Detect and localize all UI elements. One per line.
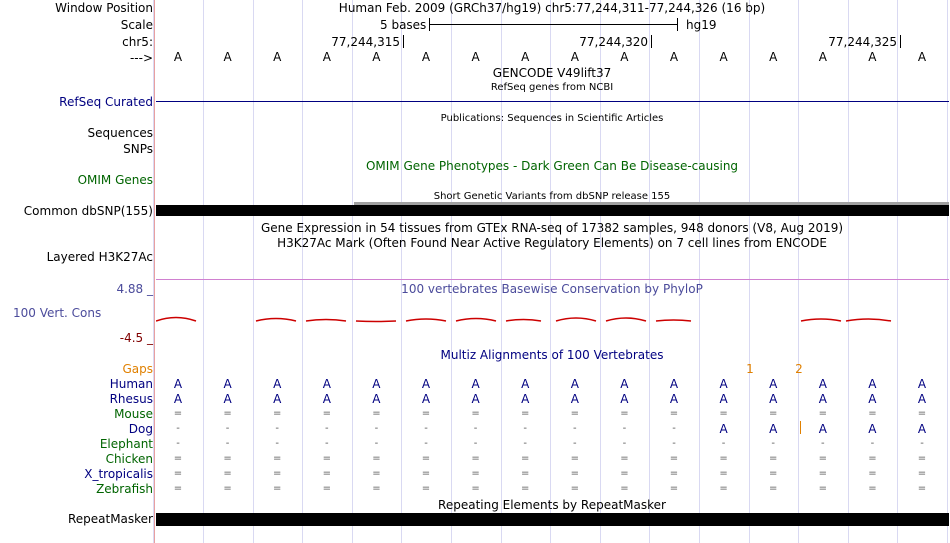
common-dbsnp-label[interactable]: Common dbSNP(155) xyxy=(23,204,153,218)
dbsnp-track-title: Short Genetic Variants from dbSNP release 155 xyxy=(433,191,671,202)
species-base: = xyxy=(669,483,679,494)
species-base: = xyxy=(520,408,530,419)
species-base: = xyxy=(471,483,480,494)
gaps-label[interactable]: Gaps xyxy=(122,362,153,376)
position-tick-label: 77,244,315 xyxy=(331,35,400,49)
scale-bar xyxy=(429,18,678,31)
position-tick xyxy=(900,35,901,48)
species-base: = xyxy=(173,468,183,479)
species-base: = xyxy=(372,453,381,464)
species-base: = xyxy=(272,483,282,494)
conservation-segment xyxy=(506,320,541,322)
species-base: A xyxy=(669,392,679,406)
gencode-track-title: GENCODE V49lift37 xyxy=(492,66,612,80)
species-base: = xyxy=(421,483,431,494)
species-base: - xyxy=(523,438,527,449)
position-tick-label: 77,244,325 xyxy=(828,35,897,49)
species-base: A xyxy=(223,392,232,406)
species-base: = xyxy=(917,453,927,464)
species-label[interactable]: Elephant xyxy=(99,437,153,451)
species-base: A xyxy=(273,392,282,406)
repeatmasker-track-title: Repeating Elements by RepeatMasker xyxy=(438,498,666,512)
strand-label: ---> xyxy=(129,51,153,65)
species-base: = xyxy=(223,483,232,494)
species-base: = xyxy=(620,468,629,479)
species-base: = xyxy=(768,453,778,464)
window-position-text: Human Feb. 2009 (GRCh37/hg19) chr5:77,244,311-77,244,326 (16 bp) xyxy=(338,1,766,15)
cons-track-title: 100 vertebrates Basewise Conservation by PhyloP xyxy=(401,282,703,296)
species-base: = xyxy=(223,468,232,479)
species-base: = xyxy=(620,408,629,419)
species-base: = xyxy=(868,453,877,464)
scale-bases-text: 5 bases xyxy=(380,18,427,32)
species-base: A xyxy=(372,392,381,406)
species-base: = xyxy=(272,408,282,419)
species-base: A xyxy=(322,377,331,391)
species-base: A xyxy=(421,392,431,406)
species-base: - xyxy=(721,438,726,449)
vert-cons-label[interactable]: 100 Vert. Cons xyxy=(13,306,102,320)
refseq-track-title: RefSeq genes from NCBI xyxy=(490,82,614,93)
species-base: = xyxy=(818,453,827,464)
species-base: = xyxy=(471,468,480,479)
sequence-base: A xyxy=(669,50,679,64)
species-base: A xyxy=(669,377,679,391)
gridline xyxy=(848,0,849,543)
species-base: = xyxy=(669,468,679,479)
sequence-base: A xyxy=(769,50,778,64)
species-base: = xyxy=(520,468,530,479)
conservation-segment xyxy=(606,318,646,321)
gridline xyxy=(749,0,750,543)
species-base: A xyxy=(917,392,927,406)
conservation-segment xyxy=(406,319,446,321)
species-base: - xyxy=(572,438,577,449)
species-base: = xyxy=(173,453,183,464)
sequence-base: A xyxy=(421,50,431,64)
species-base: - xyxy=(622,423,627,434)
species-base: - xyxy=(176,423,180,434)
species-base: A xyxy=(521,377,530,391)
species-base: - xyxy=(672,423,676,434)
species-base: - xyxy=(870,438,875,449)
layered-h3k27ac-label[interactable]: Layered H3K27Ac xyxy=(46,250,153,264)
species-base: = xyxy=(868,408,877,419)
species-base: = xyxy=(272,468,282,479)
species-base: A xyxy=(818,377,827,391)
species-base: = xyxy=(719,453,728,464)
species-base: = xyxy=(570,408,579,419)
conservation-segment xyxy=(306,320,346,322)
dbsnp-highlight-bar xyxy=(354,202,949,205)
species-base: = xyxy=(272,453,282,464)
species-base: = xyxy=(620,483,629,494)
species-base: - xyxy=(324,438,329,449)
refseq-curated-label[interactable]: RefSeq Curated xyxy=(59,95,153,109)
species-base: = xyxy=(570,453,579,464)
species-label[interactable]: Dog xyxy=(128,422,153,436)
conservation-segment xyxy=(356,321,396,322)
species-label[interactable]: Mouse xyxy=(114,407,153,421)
conservation-wiggle[interactable] xyxy=(156,312,949,328)
species-base: - xyxy=(374,438,379,449)
gridline xyxy=(798,0,799,543)
position-tick xyxy=(651,35,652,48)
gridline xyxy=(699,0,700,543)
species-base: A xyxy=(620,392,629,406)
species-base: A xyxy=(917,422,927,436)
species-base: A xyxy=(570,377,579,391)
species-base: A xyxy=(223,377,232,391)
publications-track-title: Publications: Sequences in Scientific Articles xyxy=(440,113,664,124)
multiz-track-title: Multiz Alignments of 100 Vertebrates xyxy=(440,348,664,362)
species-base: - xyxy=(275,438,279,449)
sequences-label[interactable]: Sequences xyxy=(87,126,153,140)
chrom-label: chr5: xyxy=(122,35,153,49)
species-base: - xyxy=(622,438,627,449)
gridline xyxy=(153,0,154,543)
species-base: = xyxy=(520,483,530,494)
species-label[interactable]: Chicken xyxy=(105,452,153,466)
species-base: = xyxy=(768,483,778,494)
species-base: = xyxy=(570,468,579,479)
species-base: = xyxy=(471,408,480,419)
species-base: = xyxy=(917,468,927,479)
species-base: A xyxy=(570,392,579,406)
gridline xyxy=(253,0,254,543)
species-base: = xyxy=(372,408,381,419)
sequence-base: A xyxy=(273,50,282,64)
position-tick xyxy=(403,35,404,48)
window-position-label: Window Position xyxy=(55,1,153,15)
species-base: A xyxy=(719,392,728,406)
species-base: = xyxy=(471,453,480,464)
species-label[interactable]: Zebrafish xyxy=(96,482,153,496)
species-base: = xyxy=(372,483,381,494)
sequence-base: A xyxy=(620,50,629,64)
species-base: A xyxy=(273,377,282,391)
conservation-segment xyxy=(556,318,596,321)
species-base: - xyxy=(275,423,279,434)
omim-track-title: OMIM Gene Phenotypes - Dark Green Can Be Disease-causing xyxy=(365,159,739,173)
refseq-gene-line[interactable] xyxy=(156,101,949,102)
sequence-base: A xyxy=(173,50,183,64)
sequence-base: A xyxy=(223,50,232,64)
species-base: = xyxy=(173,483,183,494)
species-base: - xyxy=(473,438,478,449)
species-base: A xyxy=(372,377,381,391)
species-base: = xyxy=(223,453,232,464)
species-base: = xyxy=(917,408,927,419)
species-base: = xyxy=(917,483,927,494)
species-base: = xyxy=(322,453,331,464)
sequence-base: A xyxy=(917,50,927,64)
species-base: = xyxy=(322,468,331,479)
species-base: = xyxy=(719,408,728,419)
species-base: - xyxy=(523,423,527,434)
conservation-segment xyxy=(656,320,691,321)
omim-genes-label[interactable]: OMIM Genes xyxy=(77,173,153,187)
species-base: = xyxy=(719,483,728,494)
species-base: = xyxy=(719,468,728,479)
species-base: - xyxy=(225,423,230,434)
species-base: A xyxy=(769,422,778,436)
species-base: = xyxy=(421,468,431,479)
species-base: = xyxy=(818,468,827,479)
gridline xyxy=(401,0,402,543)
scale-assembly: hg19 xyxy=(686,18,717,32)
species-base: A xyxy=(868,422,877,436)
species-base: = xyxy=(322,483,331,494)
scale-label: Scale xyxy=(120,18,153,32)
snps-label[interactable]: SNPs xyxy=(123,142,153,156)
species-base: = xyxy=(868,483,877,494)
conservation-segment xyxy=(456,319,496,322)
species-base: A xyxy=(322,392,331,406)
species-base: = xyxy=(421,408,431,419)
gridline xyxy=(302,0,303,543)
species-base: - xyxy=(176,438,180,449)
species-base: - xyxy=(672,438,676,449)
sequence-base: A xyxy=(322,50,331,64)
sequence-base: A xyxy=(570,50,579,64)
species-base: A xyxy=(471,392,480,406)
species-base: A xyxy=(719,377,728,391)
sequence-base: A xyxy=(818,50,827,64)
species-base: - xyxy=(920,438,924,449)
sequence-base: A xyxy=(719,50,728,64)
species-base: = xyxy=(322,408,331,419)
species-base: A xyxy=(521,392,530,406)
species-base: = xyxy=(868,468,877,479)
conservation-segment xyxy=(256,319,296,322)
species-base: A xyxy=(719,422,728,436)
species-label[interactable]: Human xyxy=(109,377,153,391)
conservation-segment xyxy=(846,319,891,321)
conservation-segment xyxy=(801,319,841,321)
species-base: - xyxy=(473,423,478,434)
species-base: = xyxy=(421,453,431,464)
species-base: - xyxy=(424,438,428,449)
species-base: A xyxy=(917,377,927,391)
species-base: = xyxy=(768,408,778,419)
sequence-base: A xyxy=(471,50,480,64)
gap-count-mark: 1 xyxy=(746,362,754,376)
species-base: = xyxy=(669,453,679,464)
dbsnp-variant-bar[interactable] xyxy=(156,205,949,216)
gridline xyxy=(947,0,948,543)
gridline xyxy=(203,0,204,543)
species-base: = xyxy=(223,408,232,419)
position-tick-label: 77,244,320 xyxy=(579,35,648,49)
species-base: A xyxy=(769,377,778,391)
species-base: = xyxy=(669,408,679,419)
species-base: = xyxy=(372,468,381,479)
species-base: - xyxy=(820,438,825,449)
species-base: - xyxy=(374,423,379,434)
species-label[interactable]: X_tropicalis xyxy=(84,467,153,481)
repeatmasker-label[interactable]: RepeatMasker xyxy=(67,512,153,526)
species-base: A xyxy=(769,392,778,406)
h3k27ac-baseline xyxy=(156,279,949,280)
species-base: - xyxy=(324,423,329,434)
gridline xyxy=(897,0,898,543)
species-base: = xyxy=(620,453,629,464)
species-base: A xyxy=(471,377,480,391)
species-base: = xyxy=(768,468,778,479)
species-base: = xyxy=(173,408,183,419)
conservation-segment xyxy=(156,318,196,322)
sequence-base: A xyxy=(868,50,877,64)
species-label[interactable]: Rhesus xyxy=(109,392,153,406)
species-base: A xyxy=(173,377,183,391)
species-base: A xyxy=(421,377,431,391)
sequence-base: A xyxy=(521,50,530,64)
species-base: = xyxy=(570,483,579,494)
species-base: - xyxy=(572,423,577,434)
cons-max-label: 4.88 _ xyxy=(116,282,153,296)
dog-insertion-mark xyxy=(800,421,801,434)
species-base: A xyxy=(868,377,877,391)
species-base: A xyxy=(620,377,629,391)
species-base: - xyxy=(225,438,230,449)
gap-count-mark: 2 xyxy=(795,362,803,376)
species-base: - xyxy=(424,423,428,434)
species-base: A xyxy=(173,392,183,406)
gtex-track-title: Gene Expression in 54 tissues from GTEx RNA-seq of 17382 samples, 948 donors (V8, Aug 2019) xyxy=(260,221,844,235)
species-base: - xyxy=(771,438,775,449)
cons-min-label: -4.5 _ xyxy=(119,331,153,345)
gridline xyxy=(451,0,452,543)
species-base: A xyxy=(868,392,877,406)
species-base: A xyxy=(818,392,827,406)
species-base: = xyxy=(818,483,827,494)
gridline xyxy=(352,0,353,543)
repeatmasker-bar[interactable] xyxy=(156,513,949,526)
species-base: A xyxy=(818,422,827,436)
species-base: = xyxy=(520,453,530,464)
h3k27ac-track-title: H3K27Ac Mark (Often Found Near Active Regulatory Elements) on 7 cell lines from ENCODE xyxy=(277,236,827,250)
sequence-base: A xyxy=(372,50,381,64)
species-base: = xyxy=(818,408,827,419)
gridline xyxy=(649,0,650,543)
